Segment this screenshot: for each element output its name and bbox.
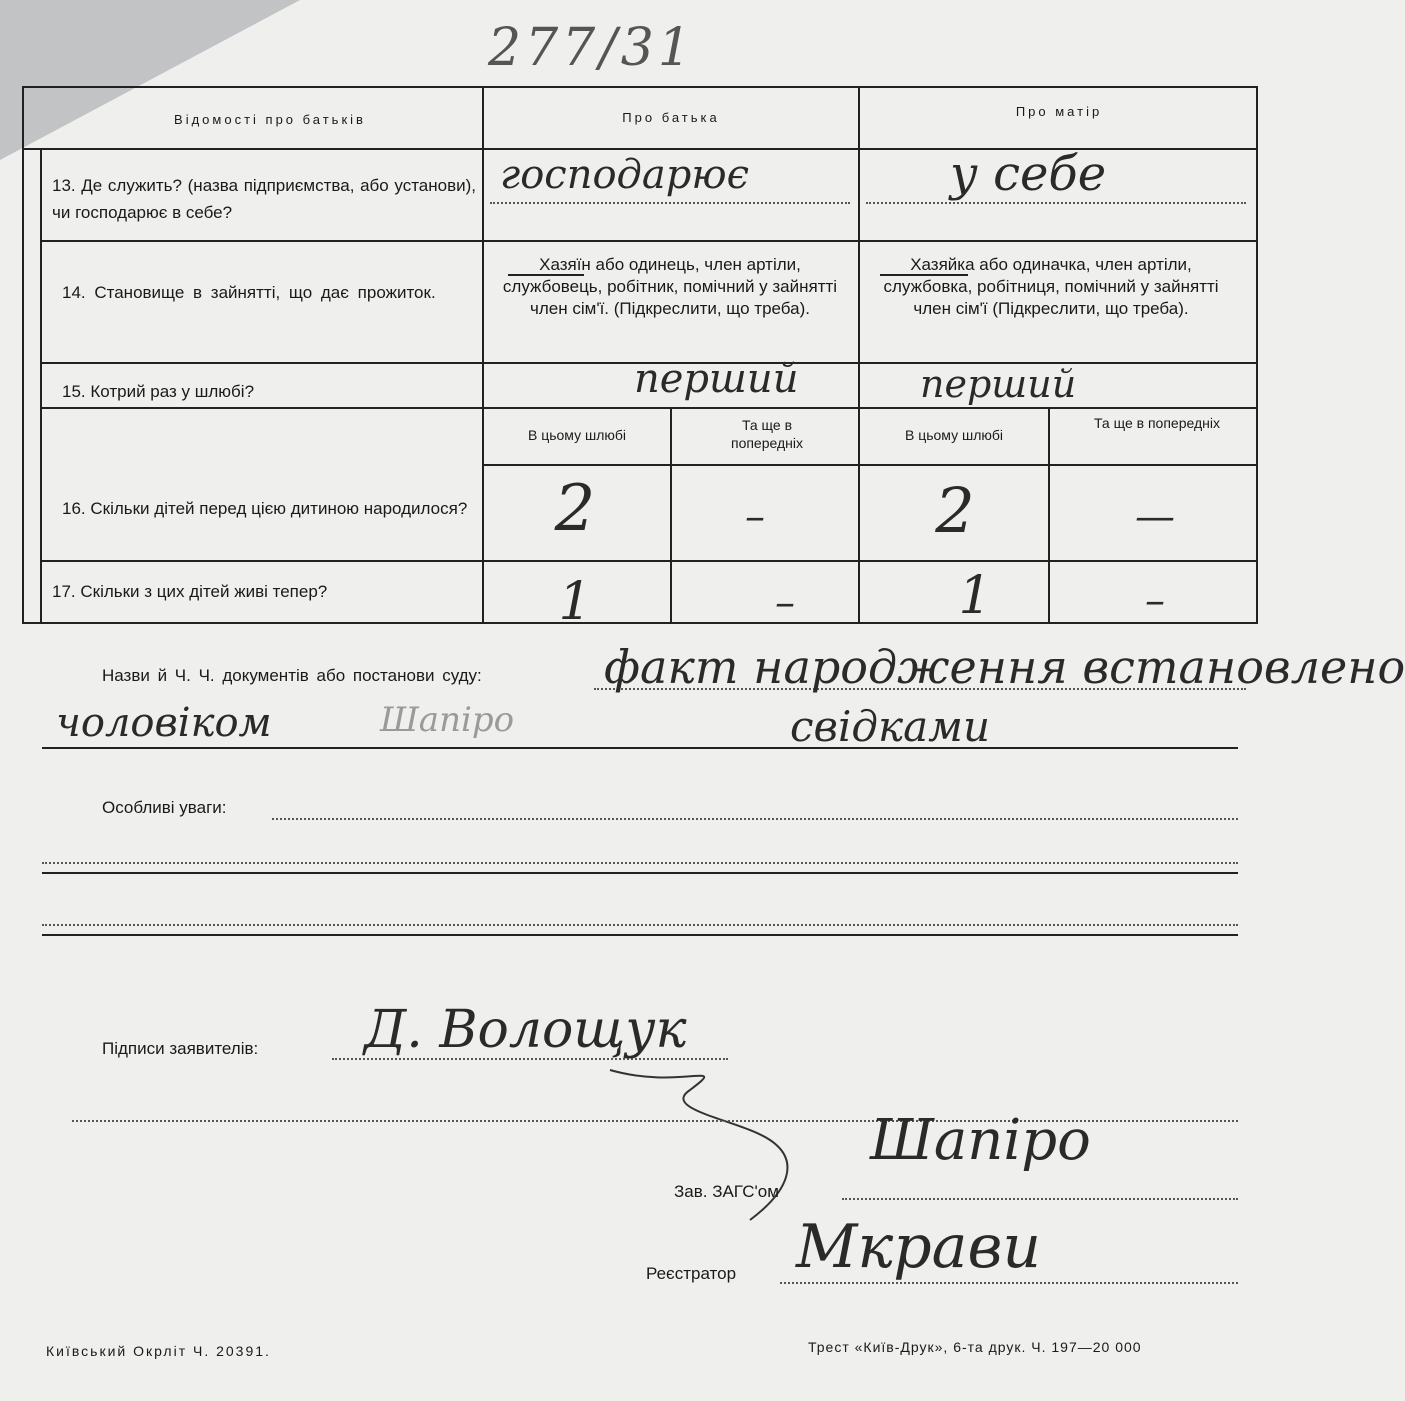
documents-handwritten-line2-left: чоловіком (56, 700, 272, 746)
documents-handwritten-line2-right: свідками (790, 702, 991, 751)
q16-subheader-father-this: В цьому шлюбі (527, 427, 627, 443)
zags-head-label: Зав. ЗАГС'ом (674, 1182, 779, 1201)
q17-father-this-value: 1 (558, 572, 592, 632)
documents-label: Назви й Ч. Ч. документів або постанови суду: (102, 666, 482, 685)
q14-label: 14. Становище в зайнятті, що дає прожиток. (62, 283, 436, 302)
q16-subheader-mother-this: В цьому шлюбі (904, 427, 1004, 443)
q13-label: 13. Де служить? (назва підприємства, або установи), чи господарює в себе? (52, 176, 476, 222)
q14-father-underline (508, 274, 584, 276)
q17-label: 17. Скільки з цих дітей живі тепер? (52, 582, 328, 601)
q16-subheader-father-prev: Та ще в попередніх (730, 417, 803, 451)
q13-mother-answer: у себе (950, 146, 1107, 202)
q16-subheader-mother-prev: Та ще в попередніх (1094, 415, 1220, 431)
notes-label: Особливі уваги: (102, 798, 227, 817)
documents-handwritten-line1: факт народження встановлено (604, 640, 1405, 694)
q15-label: 15. Котрий раз у шлюбі? (62, 382, 255, 401)
registrar-signature: Мкрави (796, 1212, 1042, 1282)
q16-label: 16. Скільки дітей перед цією дитиною народилося? (62, 499, 468, 518)
header-father: Про батька (622, 110, 720, 125)
q17-mother-this-value: 1 (958, 566, 992, 626)
q15-father-answer: перший (634, 356, 799, 402)
q14-father-options: Хазяїн або одинець, член артіли, службовець, робітник, помічний у зайнятті член сім'ї. (Підкреслити, що треба). (502, 255, 838, 318)
footer-left: Київський Окрліт Ч. 20391. (46, 1343, 271, 1359)
zags-head-signature: Шапіро (870, 1108, 1091, 1173)
q13-father-answer: господарює (500, 152, 749, 198)
q16-mother-prev-value: — (1135, 494, 1175, 540)
header-parents-info: Відомості про батьків (174, 112, 366, 127)
footer-right: Трест «Київ-Друк», 6-та друк. Ч. 197—20 000 (808, 1339, 1142, 1355)
q17-mother-prev-value: – (1145, 578, 1165, 624)
q15-mother-answer: перший (920, 362, 1077, 406)
pencil-mark: Шапіро (380, 700, 515, 740)
q16-father-prev-value: – (745, 494, 765, 540)
applicant-signature: Д. Волощук (364, 1000, 687, 1060)
q16-mother-this-value: 2 (935, 474, 975, 547)
registrar-label: Реєстратор (646, 1264, 737, 1283)
top-handwritten-number: 277/31 (488, 18, 695, 78)
q16-father-this-value: 2 (554, 472, 596, 546)
q14-mother-underline (880, 274, 968, 276)
applicants-signature-label: Підписи заявителів: (102, 1039, 259, 1058)
header-mother: Про матір (1015, 104, 1103, 119)
q14-mother-options: Хазяйка або одиначка, член артіли, службовка, робітниця, помічний у зайнятті член сім'ї (Підкреслити, що треба). (883, 255, 1219, 318)
q17-father-prev-value: – (775, 580, 795, 626)
